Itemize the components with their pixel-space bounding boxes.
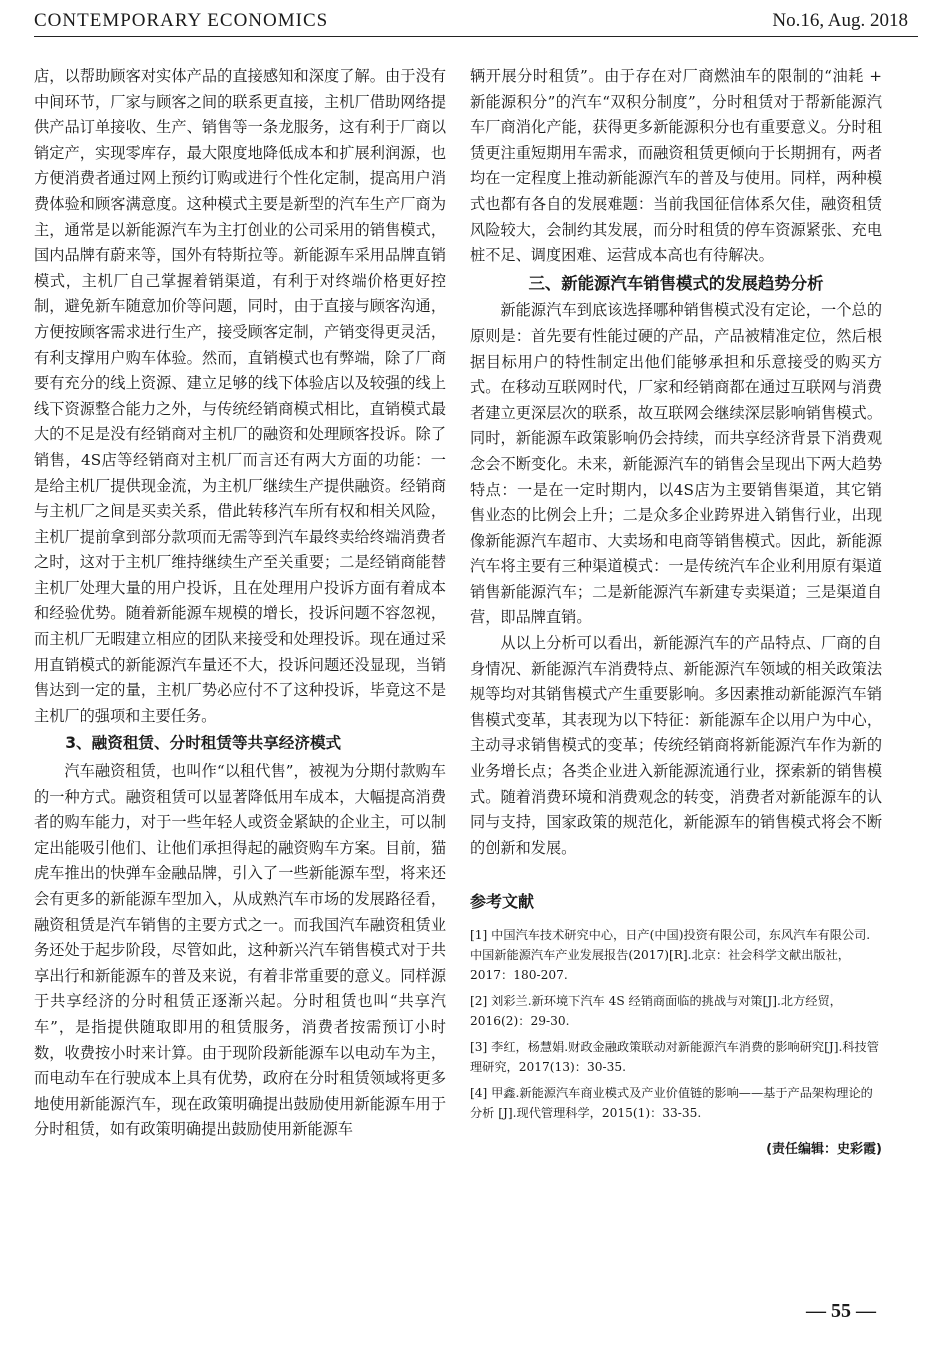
page-number: — 55 —	[806, 1300, 876, 1322]
reference-item: [1] 中国汽车技术研究中心，日产(中国)投资有限公司，东风汽车有限公司.中国新能源汽车产业发展报告(2017)[R].北京：社会科学文献出版社，2017：180-207.	[470, 928, 871, 982]
journal-title: CONTEMPORARY ECONOMICS	[34, 10, 329, 31]
paragraph: 从以上分析可以看出，新能源汽车的产品特点、厂商的自身情况、新能源汽车消费特点、新能源汽车领域的相关政策法规等均对其销售模式产生重要影响。多因素推动新能源汽车销售模式变革，其表现为以下特征：新能源车企以用户为中心，主动寻求销售模式的变革；传统经销商将新能源汽车作为新的业务增长点；各类企业进入新能源流通行业，探索新的销售模式。随着消费环境和消费观念的转变，消费者对新能源车的认同与支持，国家政策的规范化，新能源车的销售模式将会不断的创新和发展。	[470, 634, 882, 857]
references-title: 参考文献	[470, 892, 535, 912]
responsible-editor: (责任编辑：史彩霞)	[766, 1142, 882, 1157]
right-column	[470, 64, 882, 1163]
subsection-heading: 3、融资租赁、分时租赁等共享经济模式	[65, 734, 342, 753]
paragraph: 汽车融资租赁，也叫作“以租代售”，被视为分期付款购车的一种方式。融资租赁可以显著降低用车成本，大幅提高消费者的购车能力，对于一些年轻人或资金紧缺的企业主，可以制定出能吸引他们、让他们承担得起的融资购车方案。目前，猫虎车推出的快弹车金融品牌，引入了一些新能源车型，将来还会有更多的新能源车型加入，从成熟汽车市场的发展路径看，融资租赁是汽车销售的主要方式之一。而我国汽车融资租赁业务还处于起步阶段，尽管如此，这种新兴汽车销售模式对于共享出行和新能源车的普及来说，有着非常重要的意义。同样源于共享经济的分时租赁正逐渐兴起。分时租赁也叫“共享汽车”，是指提供随取即用的租赁服务，消费者按需预订小时数，收费按小时来计算。由于现阶段新能源车以电动车为主，而电动车在行驶成本上具有优势，政府在分时租赁领域将更多地使用新能源汽车，现在政策明确提出鼓励使用新能源车用于分时租赁，如有政策明确提出鼓励使用新能源车	[34, 762, 446, 1139]
reference-item: [2] 刘彩兰.新环境下汽车 4S 经销商面临的挑战与对策[J].北方经贸，2016(2)：29-30.	[470, 994, 842, 1028]
paragraph: 新能源汽车到底该选择哪种销售模式没有定论，一个总的原则是：首先要有性能过硬的产品，产品被精准定位，然后根据目标用户的特性制定出他们能够承担和乐意接受的购买方式。在移动互联网时代，厂家和经销商都在通过互联网与消费者建立更深层次的联系，故互联网会继续深层影响销售模式。同时，新能源车政策影响仍会持续，而共享经济背景下消费观念会不断变化。未来，新能源汽车的销售会呈现出下两大趋势特点：一是在一定时期内，以4S店为主要销售渠道，其它销售业态的比例会上升；二是众多企业跨界进入销售行业，出现像新能源汽车超市、大卖场和电商等销售模式。因此，新能源汽车将主要有三种渠道模式：一是传统汽车企业利用原有渠道销售新能源汽车；二是新能源汽车新建专卖渠道；三是渠道自营，即品牌直销。	[470, 301, 882, 627]
paragraph: 辆开展分时租赁”。由于存在对厂商燃油车的限制的“油耗 + 新能源积分”的汽车“双积分制度”，分时租赁对于帮新能源汽车厂商消化产能，获得更多新能源积分也有重要意义。分时租赁更注重短期用车需求，而融资租赁更倾向于长期拥有，两者均在一定程度上推动新能源汽车的普及与使用。同样，两种模式也都有各自的发展难题：当前我国征信体系欠佳，融资租赁风险较大，会制约其发展，而分时租赁的停车资源紧张、充电桩不足、调度困难、运营成本高也有待解决。	[470, 67, 882, 265]
running-header	[34, 10, 918, 37]
reference-item: [3] 李红，杨慧娟.财政金融政策联动对新能源汽车消费的影响研究[J].科技管理研究，2017(13)：30-35.	[470, 1040, 879, 1074]
left-column	[34, 64, 446, 1143]
reference-item: [4] 甲鑫.新能源汽车商业模式及产业价值链的影响——基于产品架构理论的分析 [J].现代管理科学，2015(1)：33-35.	[470, 1086, 873, 1120]
paragraph: 店，以帮助顾客对实体产品的直接感知和深度了解。由于没有中间环节，厂家与顾客之间的联系更直接，主机厂借助网络提供产品订单接收、生产、销售等一条龙服务，这有利于厂商以销定产，实现零库存，最大限度地降低成本和扩展利润源，也方便消费者通过网上预约订购或进行个性化定制，提高用户消费体验和顾客满意度。这种模式主要是新型的汽车生产厂商为主，通常是以新能源汽车为主打创业的公司采用的销售模式，国内品牌有蔚来等，国外有特斯拉等。新能源车采用品牌直销模式，主机厂自己掌握着销渠道，有利于对终端价格更好控制，避免新车随意加价等问题，同时，由于直接与顾客沟通，方便按顾客需求进行生产，接受顾客定制，产销变得更灵活，有利支撑用户购车体验。然而，直销模式也有弊端，除了厂商要有充分的线上资源、建立足够的线下体验店以及较强的线上线下资源整合能力之外，与传统经销商模式相比，直销模式最大的不足是没有经销商对主机厂的融资和处理顾客投诉。除了销售，4S店等经销商对主机厂而言还有两大方面的功能：一是给主机厂提供现金流，为主机厂继续生产提供融资。经销商与主机厂之间是买卖关系，借此转移汽车所有权和相关风险，主机厂提前拿到部分款项而无需等到汽车最终卖给终端消费者之时，这对于主机厂维持继续生产至关重要；二是经销商能替主机厂处理大量的用户投诉，且在处理用户投诉方面有着成本和经验优势。随着新能源车规模的增长，投诉问题不容忽视，而主机厂无暇建立相应的团队来接受和处理投诉。现在通过采用直销模式的新能源汽车量还不大，投诉问题还没显现，当销售达到一定的量，主机厂势必应付不了这种投诉，毕竟这不是主机厂的强项和主要任务。	[34, 67, 446, 725]
references-list	[470, 925, 882, 1123]
section-heading: 三、新能源汽车销售模式的发展趋势分析	[528, 273, 824, 293]
issue-info: No.16, Aug. 2018	[772, 10, 908, 31]
